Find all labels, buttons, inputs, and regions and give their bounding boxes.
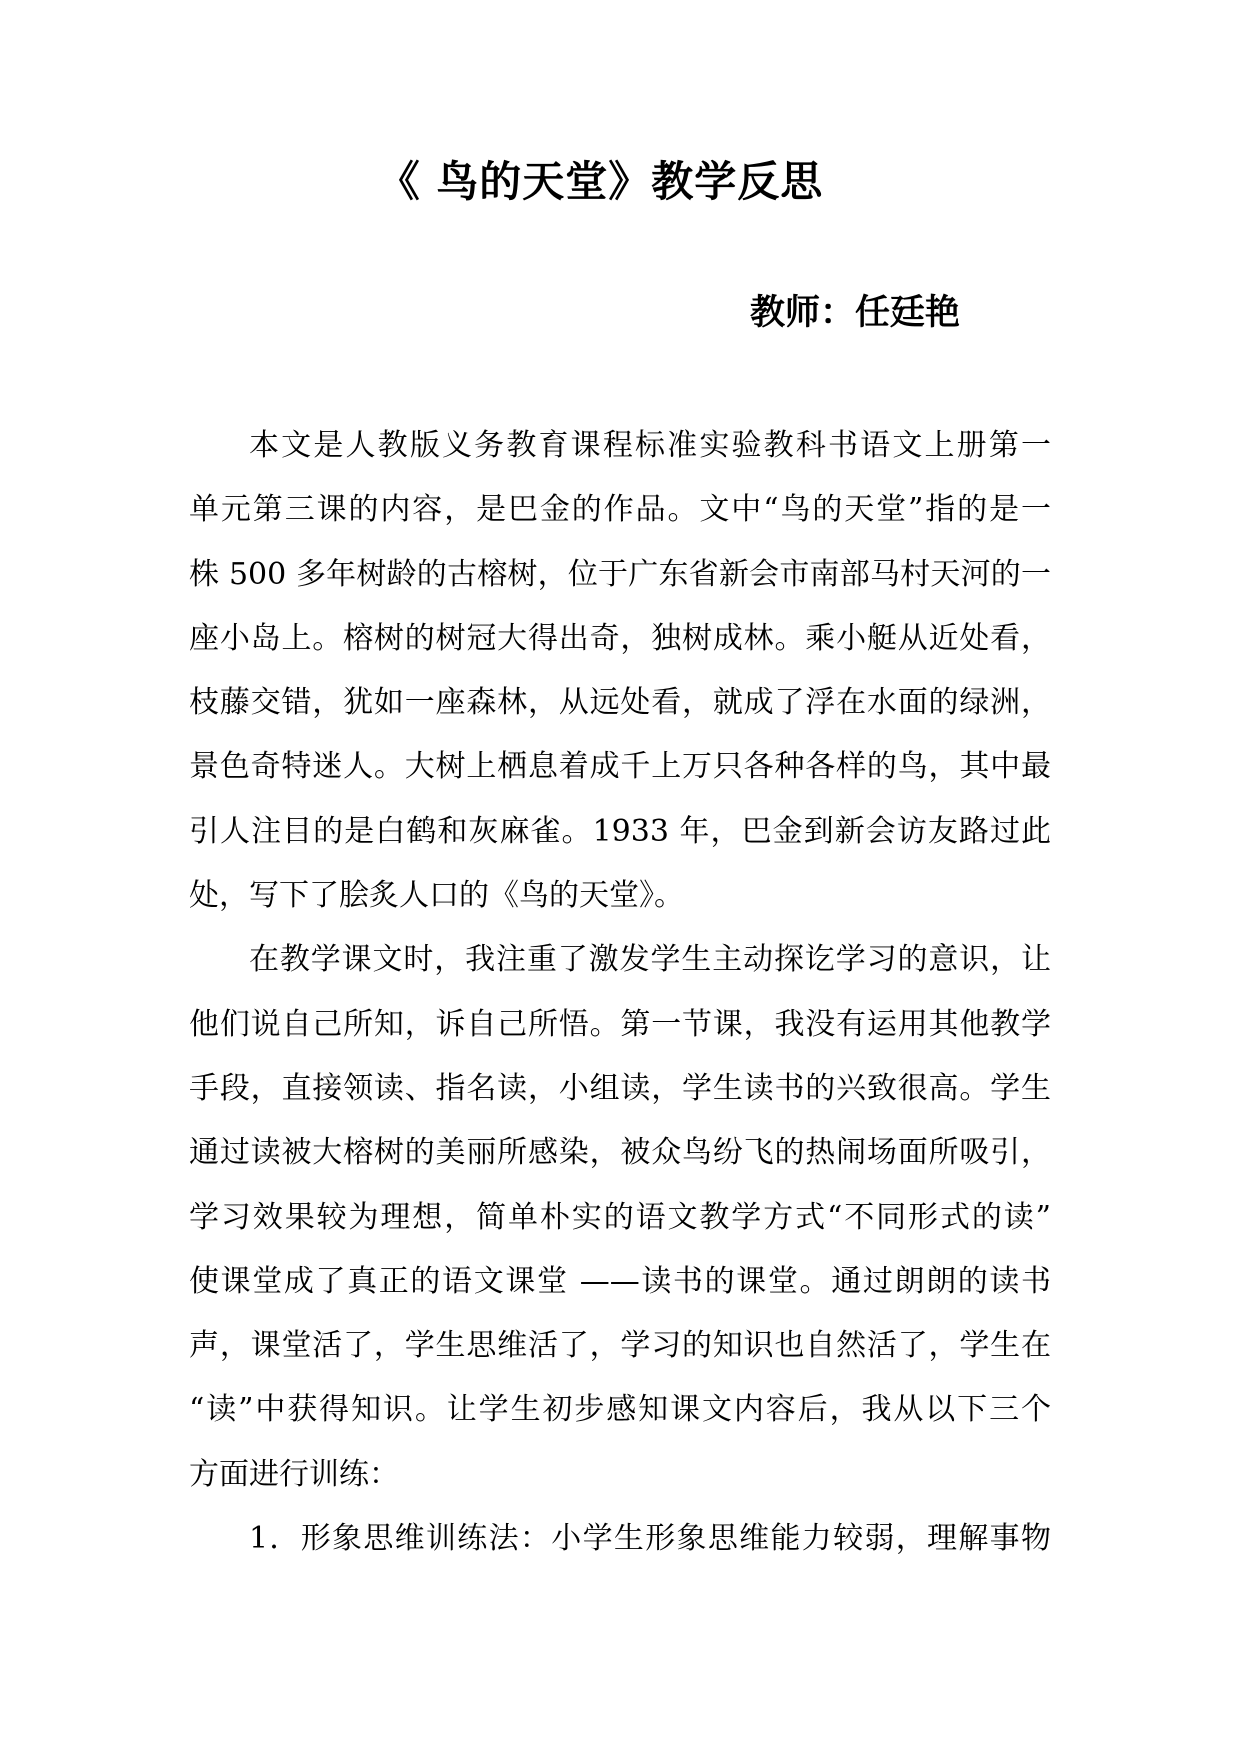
text-line: 处，写下了脍炙人口的《鸟的天堂》。 <box>189 878 684 914</box>
text-line: 他们说自己所知，诉自己所悟。第一节课，我没有运用其他教学 <box>189 1006 1051 1042</box>
text-line: 通过读被大榕树的美丽所感染，被众鸟纷飞的热闹场面所吸引， <box>189 1135 1051 1171</box>
paragraph-1 <box>189 414 1051 928</box>
paragraph-3 <box>189 1507 1051 1571</box>
text-line: “读”中获得知识。让学生初步感知课文内容后，我从以下三个 <box>189 1392 1051 1428</box>
text-line: 单元第三课的内容，是巴金的作品。文中“鸟的天堂”指的是一 <box>189 492 1051 528</box>
text-line: 学习效果较为理想，简单朴实的语文教学方式“不同形式的读” <box>189 1199 1051 1235</box>
document-body <box>189 414 1051 1571</box>
paragraph-2 <box>189 928 1051 1507</box>
text-line: 景色奇特迷人。大树上栖息着成千上万只各种各样的鸟，其中最 <box>189 749 1051 785</box>
text-line: 手段，直接领读、指名读，小组读，学生读书的兴致很高。学生 <box>189 1070 1051 1106</box>
text-line: 在教学课文时，我注重了激发学生主动探讫学习的意识，让 <box>249 942 1051 978</box>
text-line: 使课堂成了真正的语文课堂 ——读书的课堂。通过朗朗的读书 <box>189 1263 1051 1299</box>
text-line: 株 500 多年树龄的古榕树，位于广东省新会市南部马村天河的一 <box>189 556 1051 592</box>
document-author: 教师：任廷艳 <box>750 293 961 333</box>
text-line: 引人注目的是白鹤和灰麻雀。1933 年，巴金到新会访友路过此 <box>189 813 1051 849</box>
text-line: 方面进行训练： <box>189 1456 399 1492</box>
document-title: 《 鸟的天堂》教学反思 <box>377 157 824 206</box>
text-line: 枝藤交错，犹如一座森林，从远处看，就成了浮在水面的绿洲， <box>189 685 1051 721</box>
text-line: 声，课堂活了，学生思维活了，学习的知识也自然活了，学生在 <box>189 1328 1051 1364</box>
text-line: 座小岛上。榕树的树冠大得出奇，独树成林。乘小艇从近处看， <box>189 620 1051 656</box>
text-line: 本文是人教版义务教育课程标准实验教科书语文上册第一 <box>249 428 1051 463</box>
text-line: 1．形象思维训练法：小学生形象思维能力较弱，理解事物 <box>249 1521 1051 1557</box>
